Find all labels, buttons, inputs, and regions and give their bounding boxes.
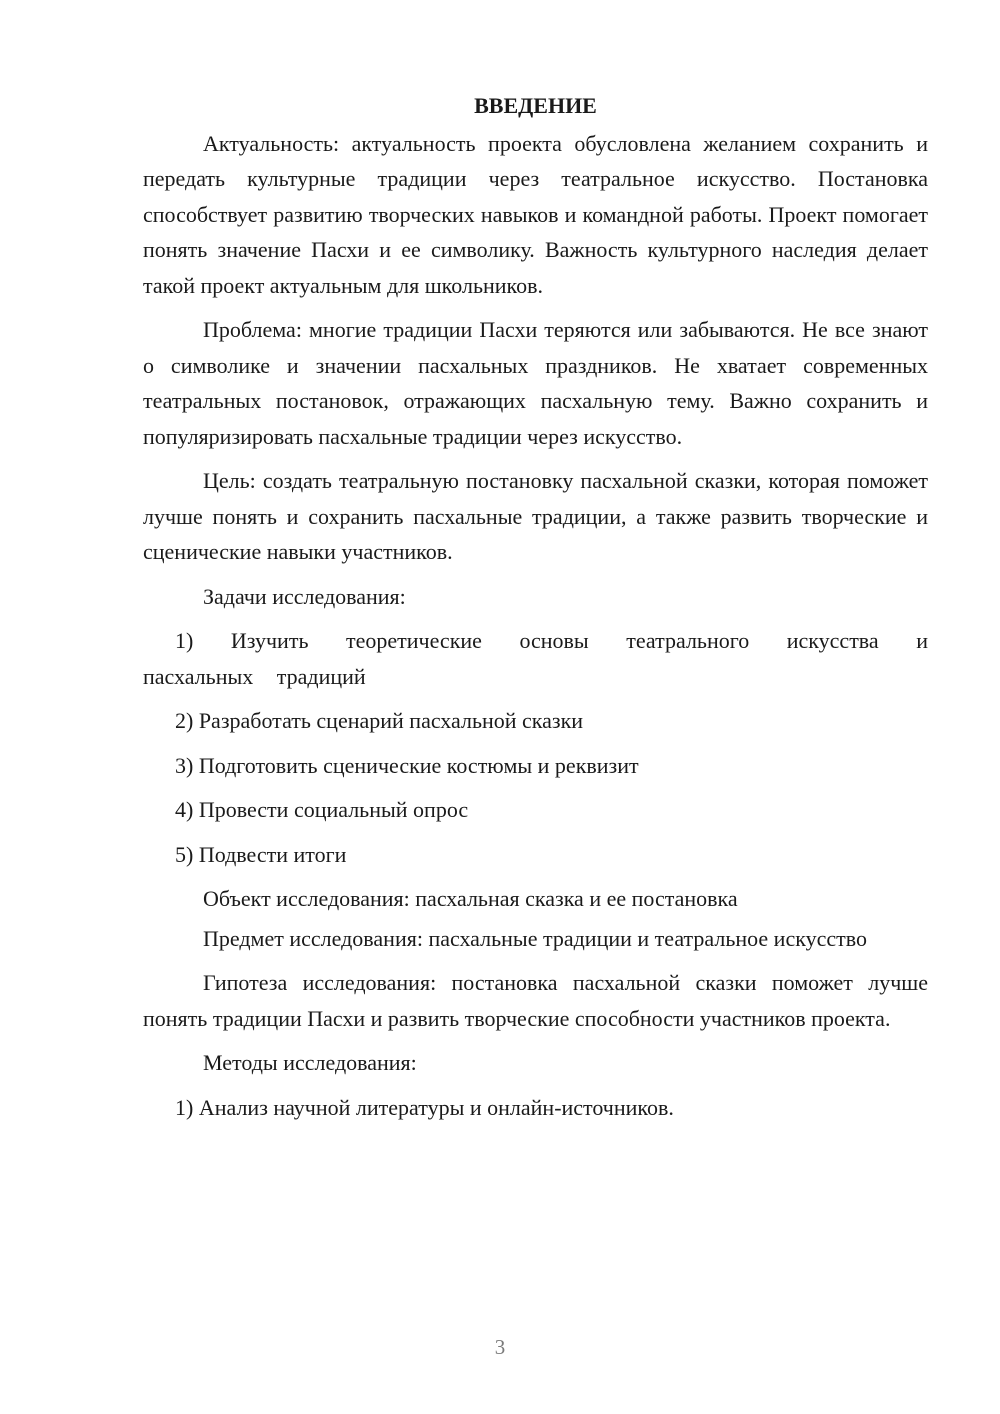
method-item: 1) Анализ научной литературы и онлайн-источников. xyxy=(175,1094,674,1120)
task-item: 5) Подвести итоги xyxy=(175,841,347,867)
relevance-paragraph: Актуальность: актуальность проекта обусловлена желанием сохранить и передать культурные традиции через театральное искусство. Постановка способствует развитию творческих навыков и командной работы. Проект помогает понять значение Пасхи и ее символику. Важность культурного наследия делает такой проект актуальным для школьников. xyxy=(143,130,928,298)
document-page xyxy=(143,88,928,1134)
tasks-heading: Задачи исследования: xyxy=(203,583,406,609)
subject-paragraph: Предмет исследования: пасхальные традиции и театральное искусство xyxy=(203,925,867,951)
page-number: 3 xyxy=(494,1335,506,1359)
task-item: 4) Провести социальный опрос xyxy=(175,797,469,822)
task-item: 2) Разработать сценарий пасхальной сказки xyxy=(175,708,584,733)
object-paragraph: Объект исследования: пасхальная сказка и ее постановка xyxy=(203,886,738,911)
problem-paragraph: Проблема: многие традиции Пасхи теряются или забываются. Не все знают о символике и значении пасхальных праздников. Не хватает современных театральных постановок, отражающих пасхальную тему. Важно сохранить и популяризировать пасхальные традиции через искусство. xyxy=(143,317,928,449)
goal-paragraph: Цель: создать театральную постановку пасхальной сказки, которая поможет лучше понять и сохранить пасхальные традиции, а также развить творческие и сценические навыки участников. xyxy=(143,468,928,564)
section-title: ВВЕДЕНИЕ xyxy=(474,93,597,118)
task-item: 1) Изучить теоретические основы театрального искусства и пасхальных традиций xyxy=(143,628,928,689)
task-item: 3) Подготовить сценические костюмы и реквизит xyxy=(175,752,639,778)
methods-heading: Методы исследования: xyxy=(203,1050,417,1075)
hypothesis-paragraph: Гипотеза исследования: постановка пасхальной сказки поможет лучше понять традиции Пасхи и развить творческие способности участников проекта. xyxy=(143,970,928,1031)
